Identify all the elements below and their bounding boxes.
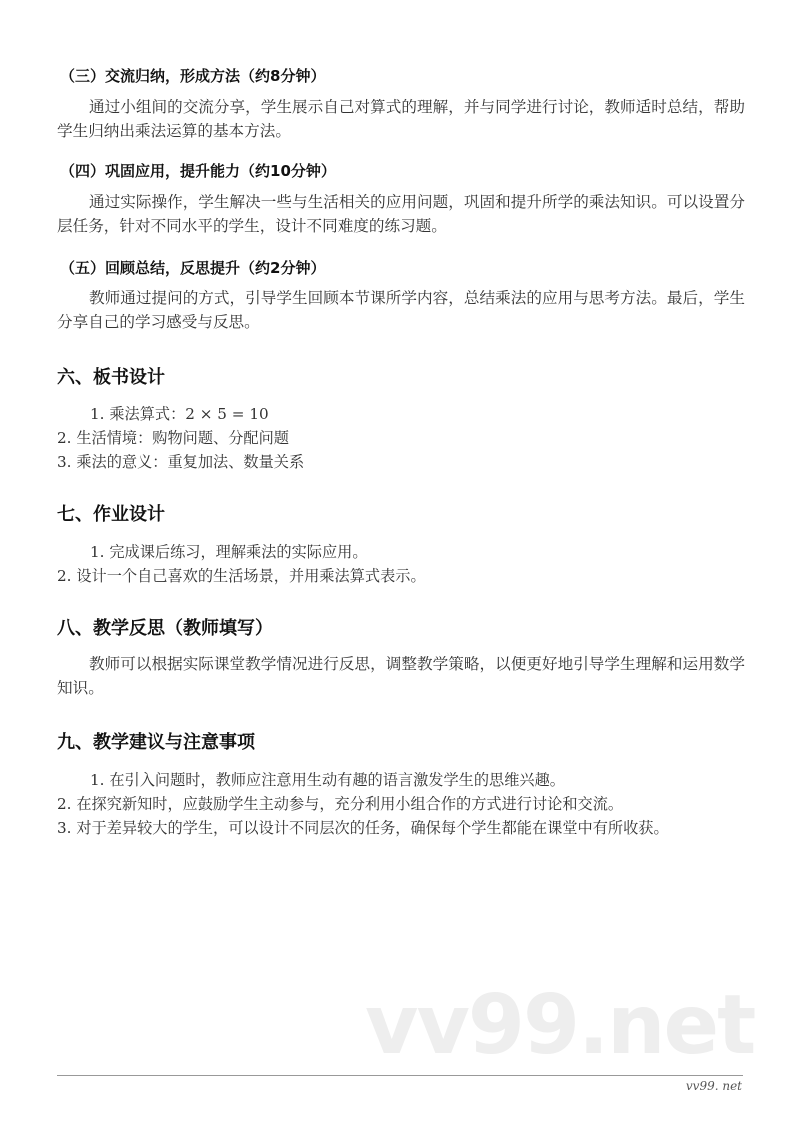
footer-site-label: vv99. net bbox=[685, 1079, 742, 1093]
footer-divider bbox=[57, 1075, 743, 1076]
heading-advice: 九、教学建议与注意事项 bbox=[57, 732, 255, 753]
list-item: 1. 在引入问题时，教师应注意用生动有趣的语言激发学生的思维兴趣。 bbox=[90, 771, 565, 789]
watermark: vv99.net bbox=[365, 978, 755, 1073]
heading-board-design: 六、板书设计 bbox=[57, 367, 165, 388]
list-item: 2. 生活情境：购物问题、分配问题 bbox=[57, 429, 289, 447]
reflection-paragraph: 教师可以根据实际课堂教学情况进行反思，调整教学策略，以便更好地引导学生理解和运用数学知识。 bbox=[57, 655, 745, 697]
section-heading-3: （三）交流归纳，形成方法（约8分钟） bbox=[60, 67, 326, 85]
list-item: 2. 在探究新知时，应鼓励学生主动参与，充分利用小组合作的方式进行讨论和交流。 bbox=[57, 795, 624, 813]
list-item: 2. 设计一个自己喜欢的生活场景，并用乘法算式表示。 bbox=[57, 567, 426, 585]
section-paragraph-4: 通过实际操作，学生解决一些与生活相关的应用问题，巩固和提升所学的乘法知识。可以设置分层任务，针对不同水平的学生，设计不同难度的练习题。 bbox=[57, 193, 745, 235]
list-item: 1. 完成课后练习，理解乘法的实际应用。 bbox=[90, 543, 368, 561]
list-item: 3. 乘法的意义：重复加法、数量关系 bbox=[57, 453, 305, 471]
heading-reflection: 八、教学反思（教师填写） bbox=[57, 618, 273, 639]
section-heading-4: （四）巩固应用，提升能力（约10分钟） bbox=[60, 162, 336, 180]
section-paragraph-5: 教师通过提问的方式，引导学生回顾本节课所学内容，总结乘法的应用与思考方法。最后，学生分享自己的学习感受与反思。 bbox=[57, 289, 745, 331]
heading-homework: 七、作业设计 bbox=[57, 504, 165, 525]
list-item: 1. 乘法算式：2 × 5 = 10 bbox=[90, 405, 269, 423]
list-item: 3. 对于差异较大的学生，可以设计不同层次的任务，确保每个学生都能在课堂中有所收获。 bbox=[57, 819, 669, 837]
section-paragraph-3: 通过小组间的交流分享，学生展示自己对算式的理解，并与同学进行讨论，教师适时总结，帮助学生归纳出乘法运算的基本方法。 bbox=[57, 98, 745, 140]
section-heading-5: （五）回顾总结，反思提升（约2分钟） bbox=[60, 259, 326, 277]
